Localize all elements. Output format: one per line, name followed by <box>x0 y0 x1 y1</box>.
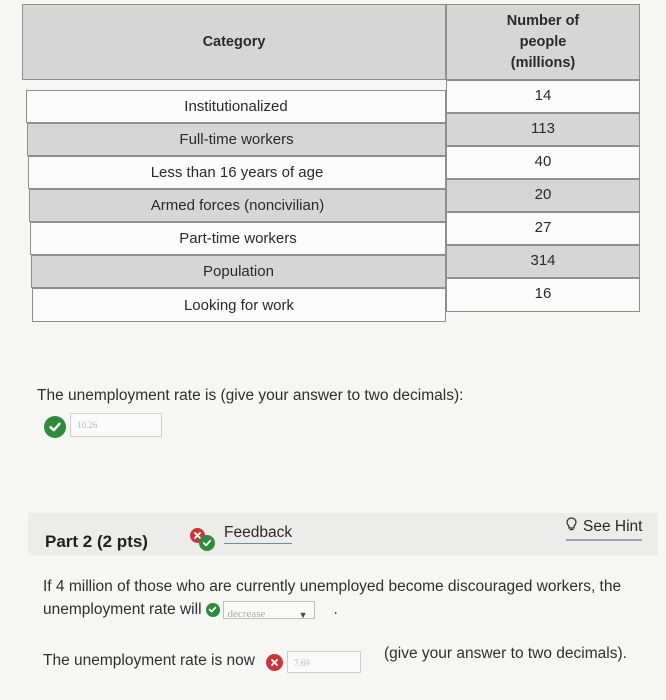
number-header-line: Number of <box>506 12 580 29</box>
row-label: Institutionalized <box>26 90 446 123</box>
row-label: Looking for work <box>32 288 446 322</box>
question-2-prompt: unemployment rate will <box>43 601 202 618</box>
see-hint-label: See Hint <box>583 518 643 535</box>
question-3-prompt: The unemployment rate is now <box>43 652 255 669</box>
question-2-period: . <box>333 601 338 618</box>
row-label: Less than 16 years of age <box>28 156 446 189</box>
number-header-line: (millions) <box>510 54 576 71</box>
new-unemployment-rate-input[interactable]: 7.69 <box>287 651 361 673</box>
part-2-title: Part 2 (2 pts) <box>45 532 148 551</box>
row-label: Full-time workers <box>27 123 446 156</box>
number-header <box>446 4 640 80</box>
dropdown-arrow-icon: ▼ <box>298 609 308 620</box>
correct-check-icon <box>206 603 220 617</box>
incorrect-x-icon <box>266 654 283 671</box>
row-value: 40 <box>446 146 640 179</box>
correct-check-icon <box>44 416 66 438</box>
correct-check-icon <box>199 535 215 551</box>
rate-change-select[interactable] <box>223 601 315 619</box>
question-1-text: The unemployment rate is (give your answer to two decimals): <box>37 387 464 404</box>
row-value: 113 <box>446 113 640 146</box>
see-hint-link[interactable] <box>566 517 642 541</box>
row-value: 14 <box>446 80 640 113</box>
rate-change-selected: decrease <box>227 607 266 620</box>
row-label: Part-time workers <box>30 222 446 255</box>
feedback-link[interactable]: Feedback <box>224 524 292 544</box>
row-value: 20 <box>446 179 640 212</box>
question-3-instruction: (give your answer to two decimals). <box>384 645 627 662</box>
row-label: Population <box>31 255 446 288</box>
row-value: 314 <box>446 245 640 278</box>
question-2 <box>43 575 648 621</box>
question-2-line-1: If 4 million of those who are currently unemployed become discouraged workers, the <box>43 578 622 595</box>
unemployment-rate-input[interactable]: 10.26 <box>70 413 162 437</box>
row-value: 16 <box>446 278 640 312</box>
feedback-status-icon <box>190 528 218 552</box>
lightbulb-icon <box>566 517 577 537</box>
row-label: Armed forces (noncivilian) <box>29 189 446 222</box>
row-value: 27 <box>446 212 640 245</box>
number-header-line: people <box>519 33 567 50</box>
category-header: Category <box>22 4 446 80</box>
data-table <box>22 4 640 322</box>
question-2-line-2 <box>43 598 648 621</box>
